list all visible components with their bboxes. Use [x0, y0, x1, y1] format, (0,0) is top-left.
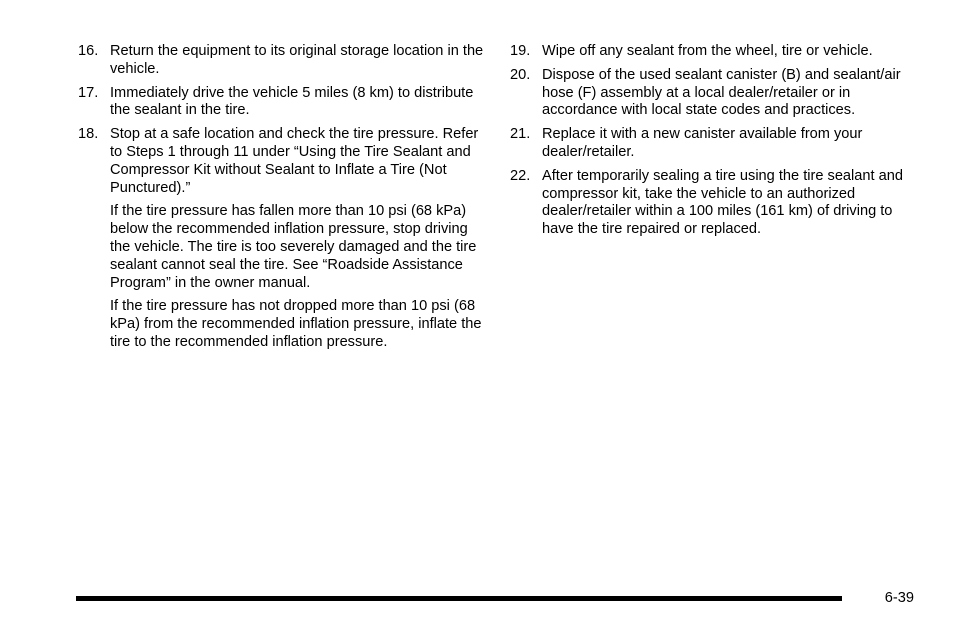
step-note-pressure-ok: If the tire pressure has not dropped more than 10 psi (68 kPa) from the recommended inflation pressure, inflate the tire to the recommended inflation pressure. [110, 298, 482, 350]
step-number: 16. [78, 43, 99, 59]
step-number: 21. [510, 126, 531, 143]
step-number: 20. [510, 66, 531, 83]
step-number: 18. [78, 126, 99, 143]
step-text: Wipe off any sealant from the wheel, tire or vehicle. [542, 43, 873, 59]
list-item-16 [78, 43, 488, 79]
step-text: After temporarily sealing a tire using the tire sealant and compressor kit, take the vehicle to an authorized dealer/retailer within a 100 miles (161 km) of driving to have the tire repaired or replaced. [542, 167, 903, 238]
step-number: 17. [78, 84, 99, 101]
step-text: Return the equipment to its original storage location in the vehicle. [110, 43, 484, 77]
step-number: 22. [510, 167, 531, 184]
list-item-21 [510, 126, 910, 162]
step-text: Dispose of the used sealant canister (B) and sealant/air hose (F) assembly at a local dealer/retailer or in accordance with local state codes and practices. [542, 66, 901, 119]
list-item-19 [510, 43, 910, 61]
footer-rule [76, 596, 842, 601]
step-text: Replace it with a new canister available from your dealer/retailer. [542, 126, 863, 160]
list-item-18 [78, 126, 488, 352]
list-item-22 [510, 168, 910, 239]
list-item-17 [78, 85, 488, 121]
page-number: 6-39 [884, 590, 914, 606]
step-text: Immediately drive the vehicle 5 miles (8 km) to distribute the sealant in the tire. [110, 84, 474, 119]
right-column [510, 43, 910, 245]
left-column [78, 43, 488, 358]
step-text: Stop at a safe location and check the tire pressure. Refer to Steps 1 through 11 under “Using the Tire Sealant and Compressor Kit without Sealant to Inflate a Tire (Not Punctured).” [110, 126, 479, 196]
step-number: 19. [510, 43, 531, 59]
list-item-20 [510, 67, 910, 120]
step-note-pressure-fallen: If the tire pressure has fallen more than 10 psi (68 kPa) below the recommended inflation pressure, stop driving the vehicle. The tire is too severely damaged and the tire sealant cannot seal the tire. See “Roadside Assistance Program” in the owner manual. [110, 203, 477, 291]
